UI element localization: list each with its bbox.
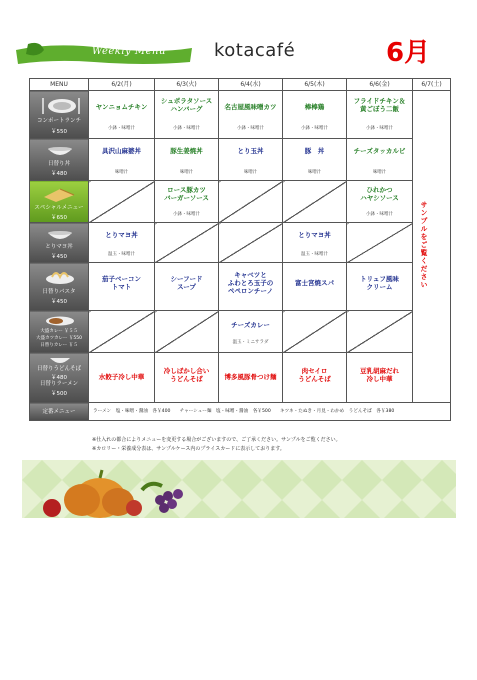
dish-sides: 小鉢・味噌汁 bbox=[301, 126, 328, 131]
dish-name: 豆乳胡麻だれ 冷し中華 bbox=[360, 367, 399, 383]
menu-cell bbox=[283, 139, 347, 181]
dish-name: 豚生姜焼丼 bbox=[170, 147, 203, 155]
category-price: ￥450 bbox=[51, 254, 67, 260]
bowl-icon bbox=[46, 145, 74, 159]
category-label: 日替り丼 bbox=[47, 161, 70, 167]
dish-name: 茄子ベーコン トマト bbox=[102, 275, 141, 291]
dish-name: 水餃子冷し中華 bbox=[98, 373, 145, 381]
dish-name: 豚 丼 bbox=[304, 147, 325, 155]
category-daily-don bbox=[30, 139, 89, 181]
dish-sides: 温玉・味噌汁 bbox=[108, 252, 135, 257]
category-label: 日替りラーメン bbox=[39, 381, 79, 387]
menu-cell bbox=[347, 91, 413, 139]
dish-name: とりマヨ丼 bbox=[298, 231, 331, 239]
category-label: 日替りカレー ￥５ bbox=[40, 343, 78, 348]
menu-cell bbox=[283, 91, 347, 139]
category-label: 日替りうどんそば bbox=[36, 366, 81, 372]
dish-name: ロース豚カツ バーガーソース bbox=[164, 186, 209, 202]
dish-sides: 味噌汁 bbox=[114, 170, 129, 175]
category-label: 大盛カツカレー ￥550 bbox=[35, 336, 83, 341]
dish-sides: 味噌汁 bbox=[372, 170, 387, 175]
day-header: 6/3(火) bbox=[155, 79, 219, 91]
dish-sides: 小鉢・味噌汁 bbox=[173, 212, 200, 217]
row-curry bbox=[30, 311, 451, 353]
menu-column-header: MENU bbox=[30, 79, 89, 91]
curry-icon bbox=[44, 314, 76, 326]
menu-cell bbox=[219, 311, 283, 353]
category-price: ￥500 bbox=[51, 391, 67, 397]
menu-cell bbox=[155, 139, 219, 181]
menu-cell bbox=[89, 263, 155, 311]
dish-name: 名古屋風味噌カツ bbox=[224, 103, 277, 111]
empty-cell bbox=[283, 311, 347, 353]
dish-name: 肉セイロ うどんそば bbox=[298, 367, 331, 383]
day-header: 6/4(水) bbox=[219, 79, 283, 91]
dish-name: ヤンニョムチキン bbox=[95, 103, 148, 111]
footnotes bbox=[92, 436, 341, 454]
day-header: 6/6(金) bbox=[347, 79, 413, 91]
category-torimayo-don bbox=[30, 223, 89, 263]
category-noodles bbox=[30, 353, 89, 403]
category-price: ￥480 bbox=[51, 171, 67, 177]
dish-name: 棒棒鶏 bbox=[304, 103, 325, 111]
cutlet-icon bbox=[42, 187, 76, 203]
row-torimayo bbox=[30, 223, 451, 263]
saturday-column bbox=[413, 91, 451, 403]
standard-menu-text: ラーメン 塩・味噌・醤油 各￥400 チャーシュー麺 塩・味噌・醤油 各￥500 キツネ・たぬき・月見・わかめ うどんそば 各￥380 bbox=[93, 409, 395, 414]
menu-cell bbox=[219, 353, 283, 403]
empty-cell bbox=[347, 311, 413, 353]
dish-name: とりマヨ丼 bbox=[105, 231, 138, 239]
empty-cell bbox=[155, 223, 219, 263]
category-label: とりマヨ丼 bbox=[45, 244, 73, 250]
menu-cell bbox=[347, 353, 413, 403]
dish-name: シュポラタソース ハンバーグ bbox=[160, 97, 213, 113]
category-label: コンポートランチ bbox=[36, 118, 81, 124]
menu-cell bbox=[155, 353, 219, 403]
dish-sides: 小鉢・味噌汁 bbox=[237, 126, 264, 131]
category-label: 大盛カレー ￥５５ bbox=[40, 329, 78, 334]
menu-cell bbox=[219, 263, 283, 311]
category-price: ￥450 bbox=[51, 299, 67, 305]
menu-cell bbox=[89, 139, 155, 181]
row-special bbox=[30, 181, 451, 223]
menu-cell bbox=[347, 181, 413, 223]
row-noodles bbox=[30, 353, 451, 403]
dish-sides: 温玉・味噌汁 bbox=[301, 252, 328, 257]
dish-name: 富士宮焼スパ bbox=[295, 279, 334, 287]
harvest-artwork bbox=[22, 460, 456, 518]
menu-cell bbox=[283, 263, 347, 311]
header-row bbox=[30, 79, 451, 91]
bowl-icon bbox=[46, 229, 74, 243]
empty-cell bbox=[89, 311, 155, 353]
category-label: スペシャルメニュー bbox=[34, 205, 84, 211]
dish-name: 冷しばかし合い うどんそば bbox=[163, 367, 210, 383]
menu-cell bbox=[283, 223, 347, 263]
category-daily-pasta bbox=[30, 263, 89, 311]
dish-name: シーフード スープ bbox=[170, 275, 203, 291]
weekly-menu-table bbox=[29, 78, 451, 421]
menu-cell bbox=[155, 181, 219, 223]
menu-cell bbox=[347, 139, 413, 181]
category-price: ￥480 bbox=[51, 375, 67, 381]
footnote: ※カロリー・栄養成分表は、サンプルケース内のプライスカードに表示しております。 bbox=[92, 446, 285, 452]
empty-cell bbox=[155, 311, 219, 353]
row-daily-don bbox=[30, 139, 451, 181]
menu-cell bbox=[89, 353, 155, 403]
dish-sides: 小鉢・味噌汁 bbox=[108, 126, 135, 131]
empty-cell bbox=[219, 223, 283, 263]
dish-name: フライドチキン＆ 黄ごぼう二飯 bbox=[353, 97, 406, 113]
header bbox=[14, 30, 464, 76]
pasta-icon bbox=[44, 267, 76, 285]
category-label: 日替りパスタ bbox=[42, 289, 76, 295]
empty-cell bbox=[89, 181, 155, 223]
menu-cell bbox=[219, 139, 283, 181]
dish-name: 具沢山麻婆丼 bbox=[102, 147, 141, 155]
category-curry bbox=[30, 311, 89, 353]
footnote: ※仕入れの都合によりメニューを変更する場合がございますので、ご了承ください。サンプルをご覧ください。 bbox=[92, 437, 341, 443]
dish-sides: 小鉢・味噌汁 bbox=[173, 126, 200, 131]
menu-cell bbox=[219, 91, 283, 139]
day-header: 6/2(月) bbox=[89, 79, 155, 91]
menu-cell bbox=[347, 263, 413, 311]
noodle-bowl-icon bbox=[48, 355, 72, 365]
dish-name: 博多風豚骨つけ麺 bbox=[224, 373, 277, 381]
dish-name: ひれかつ ハヤシソース bbox=[360, 186, 399, 202]
plate-icon bbox=[38, 96, 82, 116]
category-special-menu bbox=[30, 181, 89, 223]
dish-name: チーズタッカルビ bbox=[353, 147, 406, 155]
dish-sides: 味噌汁 bbox=[307, 170, 322, 175]
row-compo bbox=[30, 91, 451, 139]
menu-cell bbox=[283, 353, 347, 403]
menu-cell bbox=[155, 263, 219, 311]
dish-name: トリュフ風味 クリーム bbox=[360, 275, 399, 291]
category-label: 定番メニュー bbox=[42, 409, 76, 415]
dish-sides: 小鉢・味噌汁 bbox=[366, 126, 393, 131]
empty-cell bbox=[219, 181, 283, 223]
category-price: ￥550 bbox=[51, 129, 67, 135]
empty-cell bbox=[347, 223, 413, 263]
dish-name: とり玉丼 bbox=[237, 147, 264, 155]
menu-cell bbox=[89, 223, 155, 263]
banner-title: Weekly Menu bbox=[92, 46, 166, 57]
row-pasta bbox=[30, 263, 451, 311]
day-header: 6/7(土) bbox=[413, 79, 451, 91]
dish-sides: 小鉢・味噌汁 bbox=[366, 212, 393, 217]
dish-sides: 味噌汁 bbox=[243, 170, 258, 175]
harvest-illustration bbox=[22, 460, 456, 518]
empty-cell bbox=[283, 181, 347, 223]
dish-sides: 味噌汁 bbox=[179, 170, 194, 175]
menu-cell bbox=[155, 91, 219, 139]
standard-menu-cell bbox=[89, 403, 451, 421]
sample-note: サンプルをご覧ください bbox=[420, 201, 428, 289]
category-standard-menu bbox=[30, 403, 89, 421]
category-compo-lunch bbox=[30, 91, 89, 139]
dish-name: キャベツと ふわとろ玉子の ペペロンチーノ bbox=[227, 271, 274, 295]
dish-sides: 温玉・ミニサラダ bbox=[232, 340, 269, 345]
month-title: 6月 bbox=[386, 38, 431, 68]
menu-cell bbox=[89, 91, 155, 139]
day-header: 6/5(木) bbox=[283, 79, 347, 91]
dish-name: チーズカレー bbox=[231, 321, 270, 329]
row-standard-menu bbox=[30, 403, 451, 421]
category-price: ￥650 bbox=[51, 215, 67, 221]
brand-name: kotacafé bbox=[214, 40, 296, 61]
